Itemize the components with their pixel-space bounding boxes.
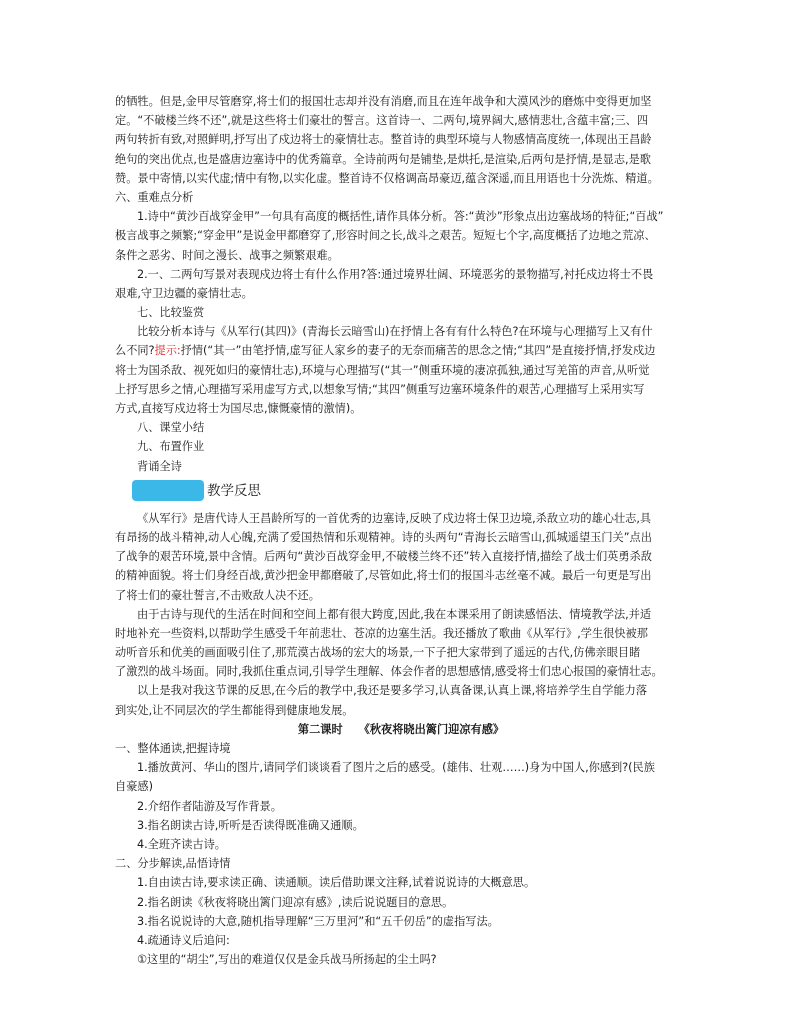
text-line: 了将士们的豪壮誓言,不击败敌人决不还。 [115,588,320,602]
text-line: 1.播放黄河、华山的图片,请同学们谈谈看了图片之后的感受。(雄伟、壮观……)身为中国人,你感到?(民族 [137,761,655,775]
text-line: 自豪感) [115,780,153,794]
section-heading-summary: 八、课堂小结 [137,421,205,435]
section-heading-analysis: 二、分步解读,品悟诗情 [115,857,231,871]
text-line: 4.疏通诗义后追问: [137,933,230,947]
text-line: 到实处,让不同层次的学生都能得到健康地发展。 [115,703,354,717]
text-line: 了激烈的战斗场面。同时,我抓住重点词,引导学生理解、体会作者的思想感情,感受将士们忠心报国的豪情壮志。 [115,665,663,679]
text-line: 1.自由读古诗,要求读正确、读通顺。读后借助课文注释,试着说说诗的大概意思。 [137,876,536,890]
reflection-title: 教学反思 [207,482,261,499]
text-line: 1.诗中“黄沙百战穿金甲”一句具有高度的概括性,请作具体分析。答:“黄沙”形象点出边塞战场的特征;“百战” [137,210,664,224]
text-line: 艰难,守卫边疆的豪情壮志。 [115,286,253,300]
text-line: 比较分析本诗与《从军行(其四)》(青海长云暗雪山)在抒情上各有有什么特色?在环境与心理描写上又有什 [137,325,653,339]
text-line: 条件之恶劣、时间之漫长、战事之频繁艰难。 [115,248,339,262]
text-line: ①这里的“胡尘”,写出的难道仅仅是金兵战马所扬起的尘土吗? [137,953,437,967]
reflection-header [115,478,687,505]
section-heading-reading: 一、整体通读,把握诗境 [115,742,231,755]
text-line: 2.一、二两句写景对表现戍边将士有什么作用?答:通过境界壮阔、环境恶劣的景物描写,衬托戍边将士不畏 [137,267,654,281]
text-line: 时地补充一些资料,以帮助学生感受千年前悲壮、苍凉的边塞生活。我还播放了歌曲《从军行》,学生很快被那 [115,626,648,640]
text-line: 2.介绍作者陆游及写作背景。 [137,799,282,813]
text-line: 3.指名朗读古诗,听听是否读得既准确又通顺。 [137,818,364,832]
section-heading-comparison: 七、比较鉴赏 [137,306,205,320]
top-paragraph [115,92,687,188]
text-segment: 抒情(“其一”由笔抒情,虚写征人家乡的妻子的无奈而痛苦的思念之情;“其四”是直接抒情,抒发戍边 [180,344,656,358]
text-line: 绝句的突出优点,也是盛唐边塞诗中的优秀篇章。全诗前两句是铺垫,是烘托,是渲染,后两句是抒情,是显志,是歌 [115,152,651,166]
reflection-label-box [132,480,204,501]
text-line: 的精神面貌。将士们身经百战,黄沙把金甲都磨破了,尽管如此,将士们的报国斗志丝毫不减。最后一句更是写出 [115,569,652,583]
section-heading-homework: 九、布置作业 [137,440,205,454]
homework-task: 背诵全诗 [137,459,182,473]
lesson-title [115,720,687,739]
text-line [115,341,687,360]
text-line: 动听音乐和优美的画面吸引住了,那荒漠古战场的宏大的场景,一下子把大家带到了遥远的古代,仿佛亲眼目睹 [115,646,641,660]
text-line: 4.全班齐读古诗。 [137,837,226,851]
section-heading-difficulties: 六、重难点分析 [115,190,194,204]
lesson-period: 第二课时 [297,722,343,736]
text-line: 《从军行》是唐代诗人王昌龄所写的一首优秀的边塞诗,反映了戍边将士保卫边境,杀敌立功的雄心壮志,具 [137,511,652,525]
text-line: 极言战事之频繁;“穿金甲”是说金甲都磨穿了,形容时间之长,战斗之艰苦。短短七个字,高度概括了边地之荒凉、 [115,229,656,243]
text-line: 赞。景中寄情,以实代虚;情中有物,以实化虚。整首诗不仅格调高昂豪迈,蕴含深遥,而且用语也十分洗炼、精道。 [115,171,659,185]
text-line: 以上是我对我这节课的反思,在今后的教学中,我还是要多学习,认真备课,认真上课,将培养学生自学能力落 [137,684,648,698]
text-line: 2.指名朗读《秋夜将晓出篱门迎凉有感》,读后说说题目的意思。 [137,895,454,909]
text-line: 方式,直接写戍边将士为国尽忠,慷慨豪情的激情)。 [115,402,362,415]
text-line: 了战争的艰苦环境,景中含情。后两句“黄沙百战穿金甲,不破楼兰终不还”转入直接抒情,描绘了战士们英勇杀敌 [115,550,652,564]
text-line: 将士为国杀敌、视死如归的豪情壮志),环境与心理描写(“其一”侧重环境的凄凉孤独,通过写羌笛的声音,从听觉 [115,363,650,377]
lesson-poem-title: 《秋夜将晓出篱门迎凉有感》 [358,722,505,736]
text-line: 上抒写思乡之情,心理描写采用虚写方式,以想象写情;“其四”侧重写边塞环境条件的艰苦,心理描写上采用实写 [115,382,645,396]
text-line: 的牺牲。但是,金甲尽管磨穿,将士们的报国壮志却并没有消磨,而且在连年战争和大漠风沙的磨炼中变得更加坚 [115,95,652,108]
text-line: 两句转折有致,对照鲜明,抒写出了戍边将士的豪情壮志。整首诗的典型环境与人物感情高度统一,体现出王昌龄 [115,133,652,147]
text-line: 定。“不破楼兰终不还”,就是这些将士们豪壮的誓言。这首诗一、二两句,境界阔大,感情悲壮,含蕴丰富;三、四 [115,114,649,128]
text-line: 有昂扬的战斗精神,动人心魄,充满了爱国热情和乐观精神。诗的头两句“青海长云暗雪山,孤城遥望玉门关”点出 [115,530,652,544]
document-page [115,92,687,969]
hint-label: 提示: [154,344,181,358]
text-line: 3.指名说说诗的大意,随机指导理解“三万里河”和“五千仞岳”的虚指写法。 [137,914,499,928]
text-segment: 么不同? [115,344,155,358]
text-line: 由于古诗与现代的生活在时间和空间上都有很大跨度,因此,我在本课采用了朗读感悟法、情境教学法,并适 [137,607,652,621]
